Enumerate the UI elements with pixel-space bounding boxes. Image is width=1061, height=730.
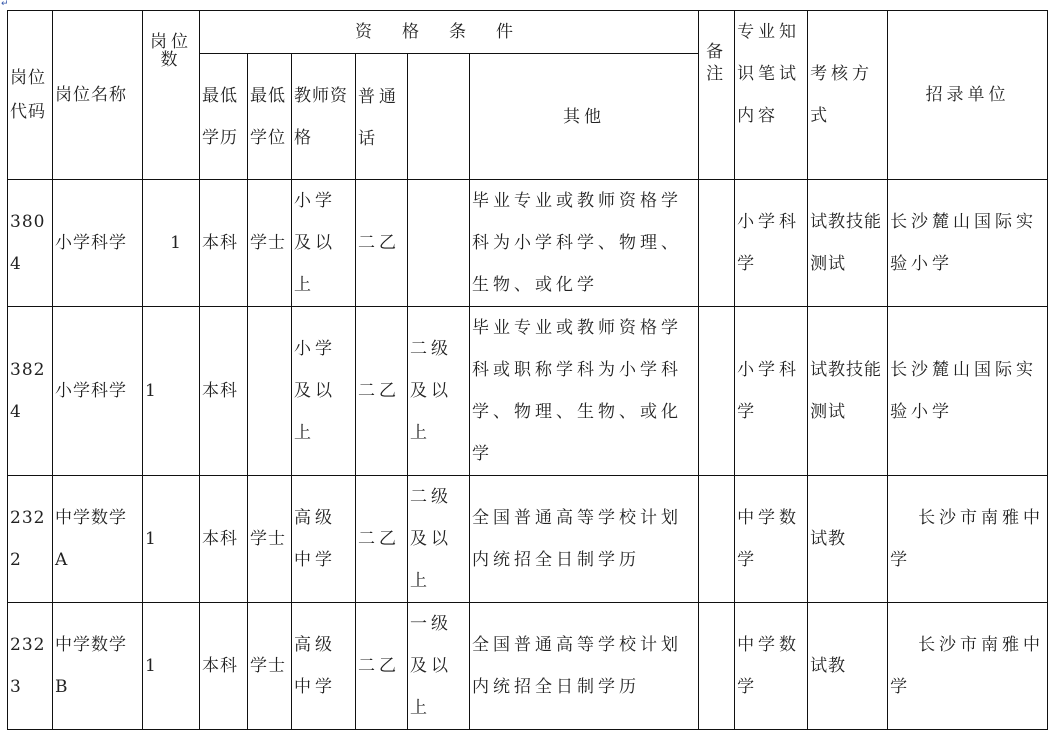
table-row	[8, 307, 1048, 476]
header-row	[8, 11, 1048, 54]
cell-remark	[699, 180, 735, 307]
cell-name: 小学科学	[53, 180, 143, 307]
header-count: 岗位数	[143, 11, 200, 180]
cell-min-degree: 学士	[248, 180, 292, 307]
paragraph-anchor-icon: ↵	[1, 0, 9, 9]
cell-employer: 长沙市南雅中学	[888, 603, 1048, 730]
cell-exam-content: 小学科学	[735, 180, 808, 307]
cell-assessment: 试教技能测试	[808, 180, 888, 307]
cell-name: 中学数学B	[53, 603, 143, 730]
header-other: 其他	[470, 54, 699, 180]
cell-mandarin: 二乙	[356, 180, 408, 307]
header-assessment: 考核方式	[808, 11, 888, 180]
cell-other: 全国普通高等学校计划内统招全日制学历	[470, 476, 699, 603]
cell-other: 毕业专业或教师资格学科或职称学科为小学科学、物理、生物、或化学	[470, 307, 699, 476]
cell-code: 2323	[8, 603, 53, 730]
cell-min-degree: 学士	[248, 476, 292, 603]
cell-mandarin-level	[408, 180, 470, 307]
cell-count: 1	[143, 476, 200, 603]
cell-mandarin: 二乙	[356, 476, 408, 603]
header-employer: 招录单位	[888, 11, 1048, 180]
header-code: 岗位代码	[8, 11, 53, 180]
recruitment-table	[7, 10, 1048, 730]
header-min-edu: 最低学历	[200, 54, 248, 180]
header-remark: 备注	[699, 11, 735, 180]
cell-exam-content: 中学数学	[735, 603, 808, 730]
cell-mandarin: 二乙	[356, 603, 408, 730]
header-exam-content: 专业知识笔试内容	[735, 11, 808, 180]
table-row	[8, 180, 1048, 307]
cell-mandarin-level: 二级及以上	[408, 476, 470, 603]
cell-exam-content: 中学数学	[735, 476, 808, 603]
cell-employer: 长沙麓山国际实验小学	[888, 180, 1048, 307]
cell-min-edu: 本科	[200, 603, 248, 730]
header-mandarin: 普通话	[356, 54, 408, 180]
cell-min-degree: 学士	[248, 603, 292, 730]
table-row	[8, 476, 1048, 603]
cell-assessment: 试教	[808, 603, 888, 730]
header-qualifications: 资格条件	[200, 11, 699, 54]
cell-teacher-cert: 小学及以上	[292, 180, 356, 307]
cell-min-edu: 本科	[200, 307, 248, 476]
cell-min-edu: 本科	[200, 476, 248, 603]
cell-count: 1	[143, 180, 200, 307]
cell-teacher-cert: 高级中学	[292, 603, 356, 730]
header-min-degree: 最低学位	[248, 54, 292, 180]
cell-employer: 长沙麓山国际实验小学	[888, 307, 1048, 476]
cell-min-edu: 本科	[200, 180, 248, 307]
cell-remark	[699, 476, 735, 603]
cell-code: 3804	[8, 180, 53, 307]
table-row	[8, 603, 1048, 730]
cell-other: 全国普通高等学校计划内统招全日制学历	[470, 603, 699, 730]
header-mandarin-level	[408, 54, 470, 180]
cell-name: 中学数学A	[53, 476, 143, 603]
cell-count: 1	[143, 307, 200, 476]
cell-exam-content: 小学科学	[735, 307, 808, 476]
cell-remark	[699, 307, 735, 476]
cell-assessment: 试教技能测试	[808, 307, 888, 476]
cell-assessment: 试教	[808, 476, 888, 603]
cell-code: 3824	[8, 307, 53, 476]
cell-min-degree	[248, 307, 292, 476]
cell-remark	[699, 603, 735, 730]
cell-mandarin-level: 一级及以上	[408, 603, 470, 730]
cell-mandarin: 二乙	[356, 307, 408, 476]
header-name: 岗位名称	[53, 11, 143, 180]
cell-teacher-cert: 小学及以上	[292, 307, 356, 476]
cell-count: 1	[143, 603, 200, 730]
cell-name: 小学科学	[53, 307, 143, 476]
header-teacher-cert: 教师资格	[292, 54, 356, 180]
cell-employer: 长沙市南雅中学	[888, 476, 1048, 603]
cell-teacher-cert: 高级中学	[292, 476, 356, 603]
cell-mandarin-level: 二级及以上	[408, 307, 470, 476]
cell-code: 2322	[8, 476, 53, 603]
cell-other: 毕业专业或教师资格学科为小学科学、物理、生物、或化学	[470, 180, 699, 307]
